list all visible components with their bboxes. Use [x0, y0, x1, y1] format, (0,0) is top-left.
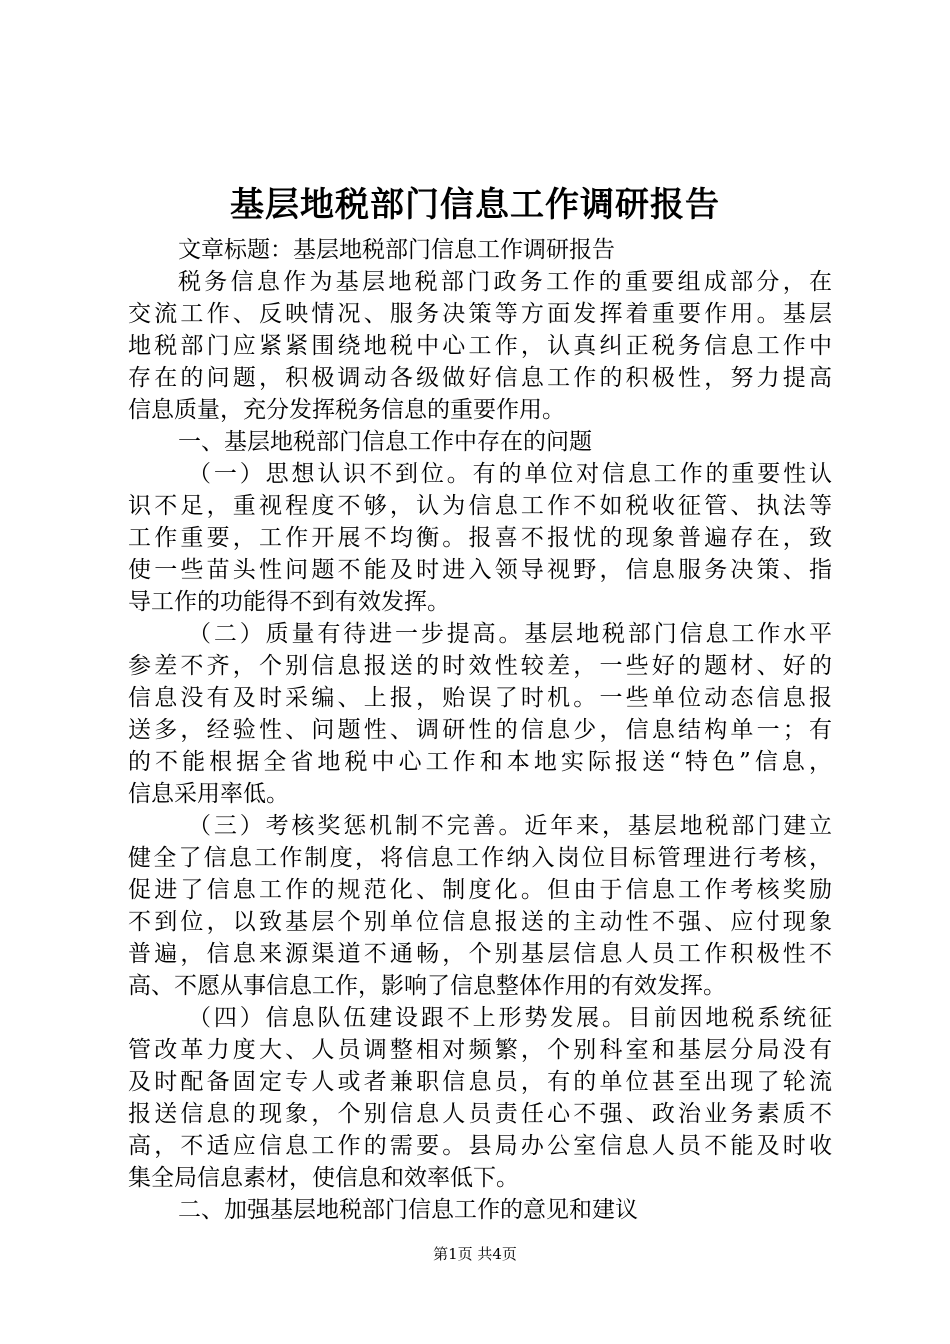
paragraph-line: 健全了信息工作制度，将信息工作纳入岗位目标管理进行考核，	[128, 845, 832, 871]
paragraph-line: 信息采用率低。	[128, 781, 289, 807]
paragraph-line: 报送信息的现象，个别信息人员责任心不强、政治业务素质不	[128, 1101, 832, 1127]
paragraph-line: 高，不适应信息工作的需要。县局办公室信息人员不能及时收	[128, 1133, 832, 1159]
section-heading-2: 二、加强基层地税部门信息工作的意见和建议	[178, 1197, 638, 1223]
paragraph-line: 促进了信息工作的规范化、制度化。但由于信息工作考核奖励	[128, 877, 832, 903]
paragraph-line: 地税部门应紧紧围绕地税中心工作，认真纠正税务信息工作中	[128, 333, 832, 359]
section-heading-1: 一、基层地税部门信息工作中存在的问题	[178, 429, 592, 455]
page-footer: 第1页 共4页	[433, 1245, 517, 1263]
paragraph-line: 普遍，信息来源渠道不通畅，个别基层信息人员工作积极性不	[128, 941, 832, 967]
paragraph-line: 税务信息作为基层地税部门政务工作的重要组成部分，在	[178, 269, 832, 295]
paragraph-line: 识不足，重视程度不够，认为信息工作不如税收征管、执法等	[128, 493, 832, 519]
document-body	[128, 234, 832, 1226]
paragraph-line: 高、不愿从事信息工作，影响了信息整体作用的有效发挥。	[128, 973, 726, 999]
paragraph-line: （二）质量有待进一步提高。基层地税部门信息工作水平	[188, 621, 832, 647]
paragraph-line: 的不能根据全省地税中心工作和本地实际报送“特色”信息，	[128, 749, 832, 775]
paragraph-line: 集全局信息素材，使信息和效率低下。	[128, 1165, 519, 1191]
paragraph-line: 送多，经验性、问题性、调研性的信息少，信息结构单一；有	[128, 717, 832, 743]
paragraph-line: 不到位，以致基层个别单位信息报送的主动性不强、应付现象	[128, 909, 832, 935]
paragraph-line: 信息质量，充分发挥税务信息的重要作用。	[128, 397, 565, 423]
paragraph-line: 存在的问题，积极调动各级做好信息工作的积极性，努力提高	[128, 365, 832, 391]
paragraph-line: 工作重要，工作开展不均衡。报喜不报忧的现象普遍存在，致	[128, 525, 832, 551]
paragraph-line: 导工作的功能得不到有效发挥。	[128, 589, 450, 615]
paragraph-line: 及时配备固定专人或者兼职信息员，有的单位甚至出现了轮流	[128, 1069, 832, 1095]
paragraph-line: 使一些苗头性问题不能及时进入领导视野，信息服务决策、指	[128, 557, 832, 583]
document-title: 基层地税部门信息工作调研报告	[230, 185, 720, 225]
paragraph-line: （四）信息队伍建设跟不上形势发展。目前因地税系统征	[188, 1005, 832, 1031]
paragraph-line: （一）思想认识不到位。有的单位对信息工作的重要性认	[188, 461, 832, 487]
article-title-line: 文章标题：基层地税部门信息工作调研报告	[178, 237, 615, 263]
paragraph-line: （三）考核奖惩机制不完善。近年来，基层地税部门建立	[188, 813, 832, 839]
paragraph-line: 信息没有及时采编、上报，贻误了时机。一些单位动态信息报	[128, 685, 832, 711]
paragraph-line: 参差不齐，个别信息报送的时效性较差，一些好的题材、好的	[128, 653, 832, 679]
paragraph-line: 管改革力度大、人员调整相对频繁，个别科室和基层分局没有	[128, 1037, 832, 1063]
paragraph-line: 交流工作、反映情况、服务决策等方面发挥着重要作用。基层	[128, 301, 832, 327]
